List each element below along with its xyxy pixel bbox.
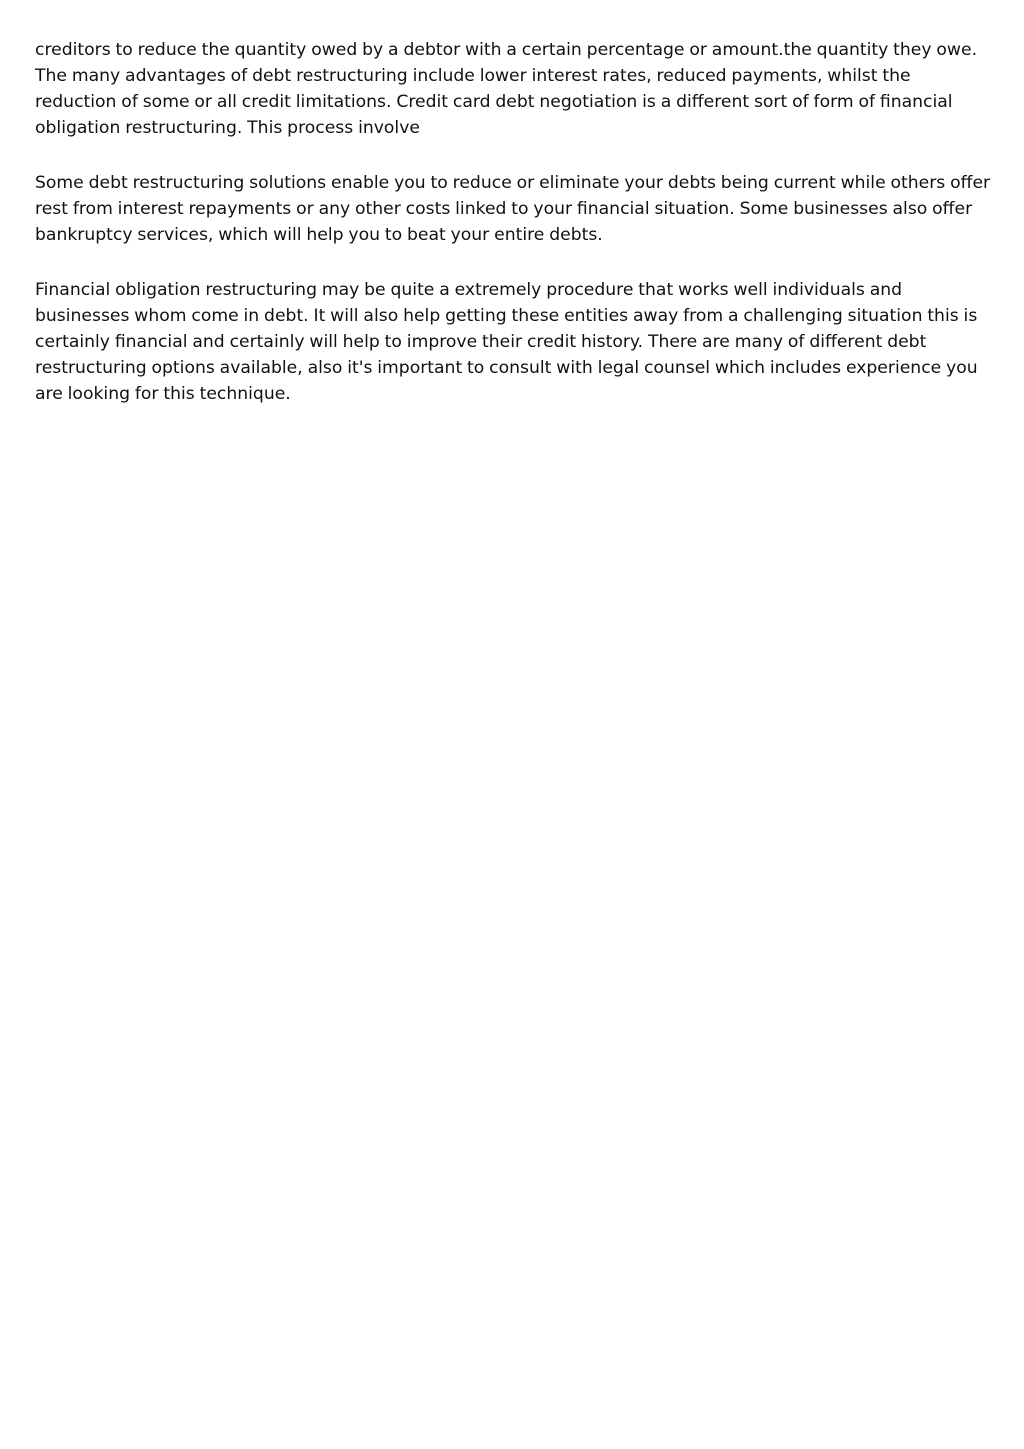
paragraph-1: creditors to reduce the quantity owed by a debtor with a certain percentage or amount.the quantity they owe. The many advantages of debt restructuring include lower interest rates, reduced payments, whilst the reduction of some or all credit limitations. Credit card debt negotiation is a different sort of form of financial obligation restructuring. This process involve	[35, 40, 978, 138]
paragraph-3: Financial obligation restructuring may be quite a extremely procedure that works well individuals and businesses whom come in debt. It will also help getting these entities away from a challenging situation this is certainly financial and certainly will help to improve their credit history. There are many of different debt restructuring options available, also it's important to consult with legal counsel which includes experience you are looking for this technique.	[35, 280, 978, 404]
document-body	[35, 37, 993, 436]
paragraph-2: Some debt restructuring solutions enable you to reduce or eliminate your debts being current while others offer rest from interest repayments or any other costs linked to your financial situation. Some businesses also offer bankruptcy services, which will help you to beat your entire debts.	[35, 173, 991, 245]
